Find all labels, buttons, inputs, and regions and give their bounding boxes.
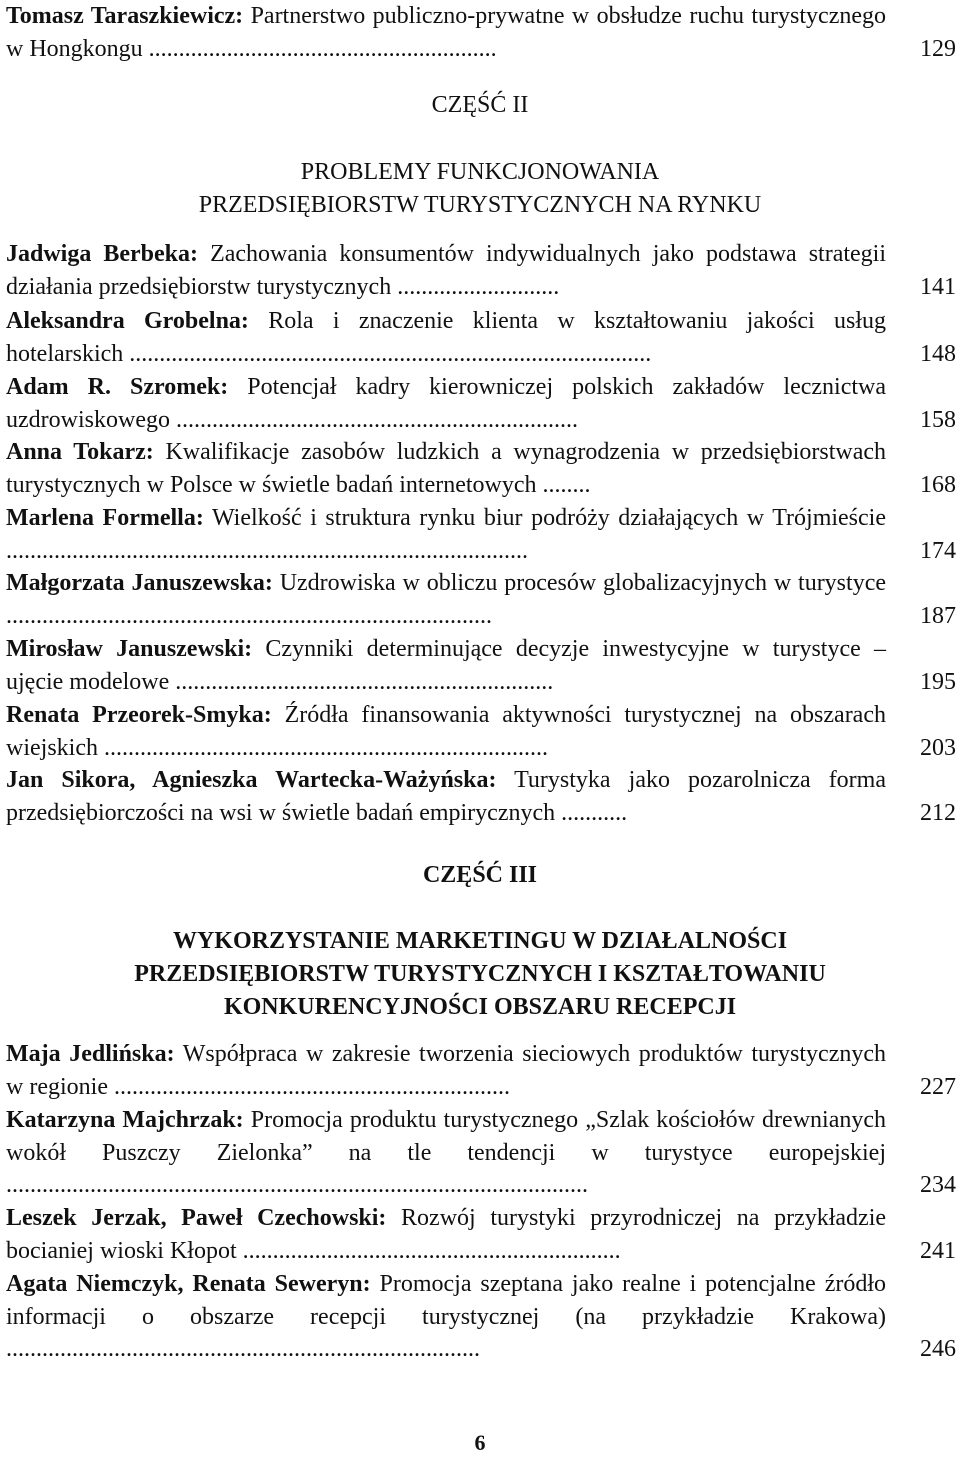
toc-page-number: 234 xyxy=(920,1172,956,1198)
part-3-title-line-1: WYKORZYSTANIE MARKETINGU W DZIAŁALNOŚCI xyxy=(172,928,788,954)
part-2-label: CZĘŚĆ II xyxy=(431,92,529,118)
toc-title: Źródła finansowania aktywności turystycznej na obszarach wiejskich .......................................................................... xyxy=(6,702,886,761)
toc-author: Maja Jedlińska: xyxy=(6,1041,175,1067)
toc-title: Zachowania konsumentów indywidualnych jako podstawa strategii działania przedsiębiorstw turystycznych ........................... xyxy=(6,241,887,300)
toc-title: Czynniki determinujące decyzje inwestycyjne w turystyce – ujęcie modelowe ............................................................... xyxy=(6,636,887,695)
toc-page-number: 148 xyxy=(920,340,956,367)
part-3-title-line-2: PRZEDSIĘBIORSTW TURYSTYCZNYCH I KSZTAŁTOWANIU xyxy=(134,961,826,987)
toc-title: Współpraca w zakresie tworzenia sieciowych produktów turystycznych w regionie .................................................................. xyxy=(6,1041,886,1100)
toc-title: Rola i znaczenie klienta w kształtowaniu jakości usług hotelarskich ....................................................................................... xyxy=(6,308,886,367)
toc-page-number: 158 xyxy=(920,406,956,433)
part-3-label: CZĘŚĆ III xyxy=(422,862,538,888)
toc-page-number: 195 xyxy=(920,668,956,695)
toc-title: Rozwój turystyki przyrodniczej na przykładzie bocianiej wioski Kłopot ............................................................... xyxy=(6,1205,887,1264)
part-2-title-line-2: PRZEDSIĘBIORSTW TURYSTYCZNYCH NA RYNKU xyxy=(198,192,762,218)
toc-author: Renata Przeorek-Smyka: xyxy=(6,702,272,728)
part-3-title-line-3: KONKURENCYJNOŚCI OBSZARU RECEPCJI xyxy=(223,994,737,1020)
toc-author: Jadwiga Berbeka: xyxy=(6,241,199,267)
toc-title: Partnerstwo publiczno-prywatne w obsłudze ruchu turystycznego w Hongkongu .......................................................... xyxy=(6,3,886,62)
page-number-footer: 6 xyxy=(474,1430,486,1455)
toc-page-number: 174 xyxy=(920,537,956,564)
toc-title: Promocja produktu turystycznego „Szlak kościołów drewnianych wokół Puszczy Zielonka” na tle tendencji w turystyce europejskiej ................................................................................................. xyxy=(6,1107,886,1198)
toc-title: Kwalifikacje zasobów ludzkich a wynagrodzenia w przedsiębiorstwach turystycznych w Polsce w świetle badań internetowych ........ xyxy=(6,439,887,498)
toc-page-number: 227 xyxy=(920,1073,956,1100)
toc-author: Marlena Formella: xyxy=(6,505,204,531)
toc-page-number: 141 xyxy=(920,273,956,300)
toc-title: Promocja szeptana jako realne i potencjalne źródło informacji o obszarze recepcji turystycznej (na przykładzie Krakowa) ............................................................................... xyxy=(6,1271,887,1362)
toc-entry-przeorek-smyka xyxy=(6,699,956,764)
toc-entry-taraszkiewicz xyxy=(6,0,956,65)
toc-author: Aleksandra Grobelna: xyxy=(6,308,249,334)
toc-page-number: 203 xyxy=(920,734,956,761)
part-2-title-line-1: PROBLEMY FUNKCJONOWANIA xyxy=(300,159,660,185)
toc-page-number: 241 xyxy=(920,1237,956,1264)
toc-author: Anna Tokarz: xyxy=(6,439,154,465)
toc-entry-szromek xyxy=(6,371,956,436)
toc-entry-jerzak-czechowski xyxy=(6,1202,956,1267)
toc-entry-berbeka xyxy=(6,238,956,303)
toc-author: Leszek Jerzak, Paweł Czechowski: xyxy=(6,1205,387,1231)
toc-author: Jan Sikora, Agnieszka Wartecka-Ważyńska: xyxy=(6,767,497,793)
toc-author: Agata Niemczyk, Renata Seweryn: xyxy=(6,1271,371,1297)
toc-entry-m-januszewski xyxy=(6,633,956,698)
toc-author: Tomasz Taraszkiewicz: xyxy=(6,3,244,29)
toc-title: Potencjał kadry kierowniczej polskich zakładów lecznictwa uzdrowiskowego ................................................................... xyxy=(6,374,886,433)
toc-author: Mirosław Januszewski: xyxy=(6,636,253,662)
toc-entry-sikora-wartecka xyxy=(6,764,956,829)
toc-title: Wielkość i struktura rynku biur podróży działających w Trójmieście ....................................................................................... xyxy=(6,505,886,564)
toc-entry-niemczyk-seweryn xyxy=(6,1268,956,1366)
toc-page-number: 212 xyxy=(920,799,956,826)
toc-title: Turystyka jako pozarolnicza forma przedsiębiorczości na wsi w świetle badań empirycznych ........... xyxy=(6,767,886,826)
toc-page-number: 129 xyxy=(920,35,956,62)
toc-entry-jedlinska xyxy=(6,1038,956,1103)
toc-entry-formella xyxy=(6,502,956,567)
toc-page-number: 168 xyxy=(920,471,956,498)
toc-page-number: 246 xyxy=(920,1336,956,1362)
toc-entry-m-januszewska xyxy=(6,567,956,632)
toc-entry-majchrzak xyxy=(6,1104,956,1202)
toc-title: Uzdrowiska w obliczu procesów globalizacyjnych w turystyce ................................................................................. xyxy=(6,570,886,629)
toc-entry-grobelna xyxy=(6,305,956,370)
toc-author: Katarzyna Majchrzak: xyxy=(6,1107,244,1133)
toc-entry-tokarz xyxy=(6,436,956,501)
toc-author: Adam R. Szromek: xyxy=(6,374,229,400)
toc-page-number: 187 xyxy=(920,602,956,629)
toc-author: Małgorzata Januszewska: xyxy=(6,570,273,596)
toc-entry-text xyxy=(6,0,886,65)
